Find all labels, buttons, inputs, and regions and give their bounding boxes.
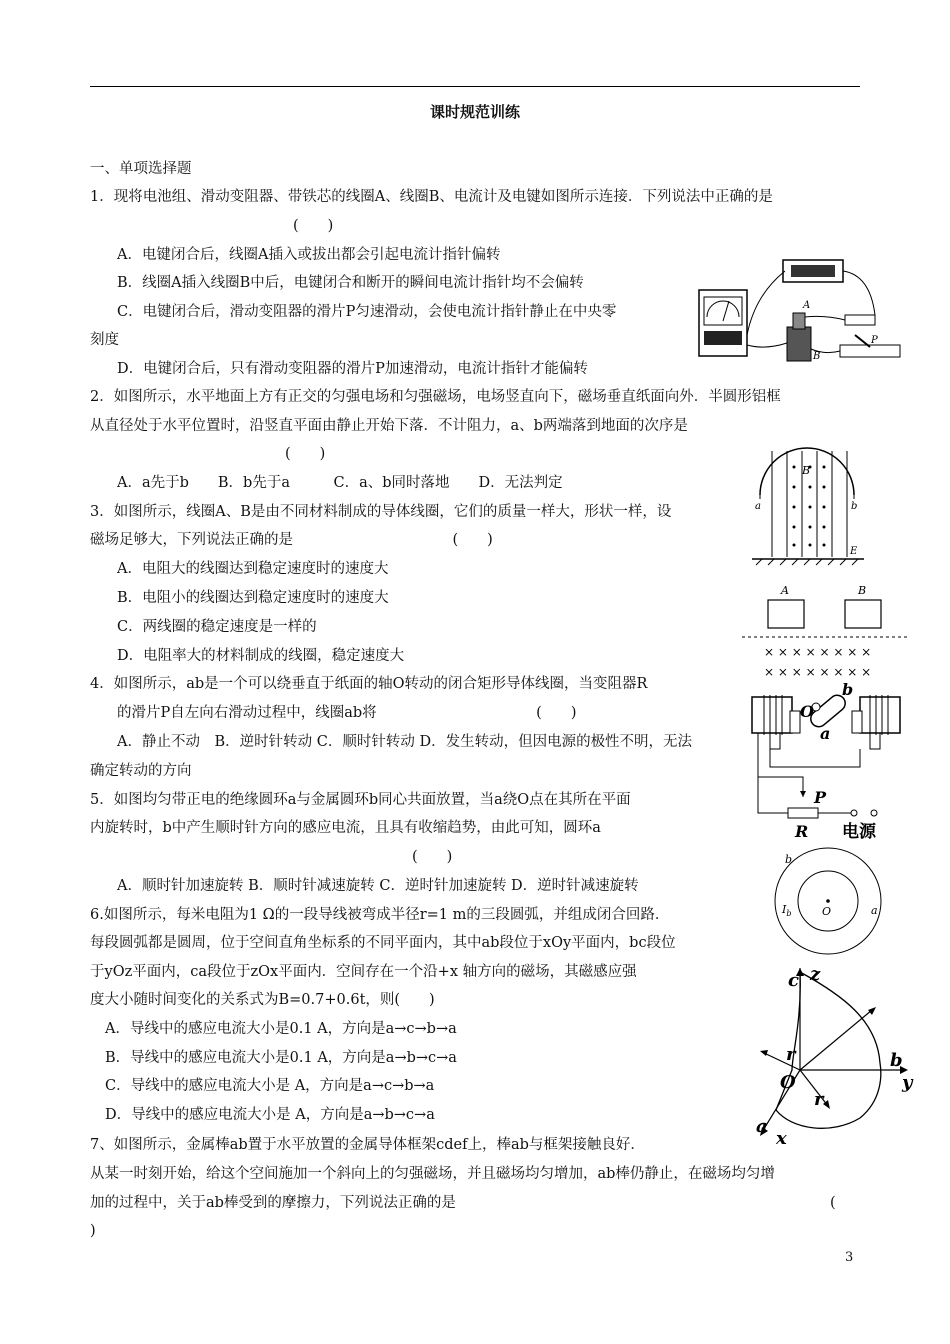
fig1-label-A: A bbox=[803, 300, 811, 311]
q5-rings-figure bbox=[772, 845, 884, 957]
q5-stem-line2: 内旋转时，b中产生顺时针方向的感应电流，且具有收缩趋势，由此可知，圆环a bbox=[90, 820, 601, 836]
fig6-label-a: a bbox=[756, 1116, 768, 1137]
fig4-label-O: O bbox=[800, 702, 814, 721]
q2-stem-line1: 2．如图所示，水平地面上方有正交的匀强电场和匀强磁场，电场竖直向下，磁场垂直纸面向外．半圆形铝框 bbox=[90, 389, 781, 405]
q1-answer-blank: ( ) bbox=[293, 218, 334, 234]
q1-option-d: D．电键闭合后，只有滑动变阻器的滑片P加速滑动，电流计指针才能偏转 bbox=[117, 361, 588, 377]
fig4-label-b: b bbox=[842, 680, 854, 699]
q7-stem-line2: 从某一时刻开始，给这个空间施加一个斜向上的匀强磁场，并且磁场均匀增加，ab棒仍静止，在磁场均匀增 bbox=[90, 1166, 775, 1182]
fig5-label-a: a bbox=[871, 904, 878, 917]
fig6-label-b: b bbox=[890, 1050, 903, 1071]
fig3-label-A: A bbox=[781, 584, 789, 597]
q6-option-d: D．导线中的感应电流大小是 A，方向是a→b→c→a bbox=[105, 1107, 435, 1123]
fig6-label-O: O bbox=[780, 1072, 796, 1093]
q6-option-c: C．导线中的感应电流大小是 A，方向是a→c→b→a bbox=[105, 1078, 435, 1094]
q6-option-a: A．导线中的感应电流大小是0.1 A，方向是a→c→b→a bbox=[105, 1021, 457, 1037]
q4-electromagnet-figure bbox=[750, 677, 905, 842]
q7-paren-close: ) bbox=[90, 1223, 96, 1239]
svg-text:× × × × × × × ×: × × × × × × × × bbox=[764, 645, 872, 659]
q7-stem-line1: 7、如图所示，金属棒ab置于水平放置的金属导体框架cdef上，棒ab与框架接触良好． bbox=[90, 1137, 645, 1153]
q7-stem-line3: 加的过程中，关于ab棒受到的摩擦力，下列说法正确的是 bbox=[90, 1195, 456, 1211]
q1-option-c-cont: 刻度 bbox=[90, 332, 119, 348]
section-heading: 一、单项选择题 bbox=[90, 161, 192, 177]
q1-option-a: A．电键闭合后，线圈A插入或拔出都会引起电流计指针偏转 bbox=[117, 247, 501, 263]
q6-stem-line2: 每段圆弧都是圆周，位于空间直角坐标系的不同平面内，其中ab段位于xOy平面内，bc段位 bbox=[90, 935, 676, 951]
fig4-label-a: a bbox=[820, 724, 831, 743]
q6-stem-line3: 于yOz平面内，ca段位于zOx平面内．空间存在一个沿+x 轴方向的磁场，其磁感应强 bbox=[90, 964, 637, 980]
q2-field-figure bbox=[752, 447, 867, 567]
fig4-label-R: R bbox=[795, 822, 809, 841]
fig3-label-B: B bbox=[858, 584, 867, 597]
fig6-label-y: y bbox=[902, 1072, 913, 1093]
fig4-label-source: 电源 bbox=[842, 822, 876, 842]
q1-stem-line1: 1．现将电池组、滑动变阻器、带铁芯的线圈A、线圈B、电流计及电键如图所示连接．下列说法中正确的是 bbox=[90, 189, 773, 205]
q2-answer-blank: ( ) bbox=[285, 446, 326, 462]
q1-option-b: B．线圈A插入线圈B中后，电键闭合和断开的瞬间电流计指针均不会偏转 bbox=[117, 275, 584, 291]
q4-options: A．静止不动 B．逆时针转动 C．顺时针转动 D．发生转动，但因电源的极性不明，无法 bbox=[117, 734, 693, 750]
fig1-label-P: P bbox=[871, 335, 878, 346]
q3-option-a: A．电阻大的线圈达到稳定速度时的速度大 bbox=[117, 561, 389, 577]
q5-answer-blank: ( ) bbox=[412, 849, 453, 865]
q3-option-c: C．两线圈的稳定速度是一样的 bbox=[117, 619, 317, 635]
q4-options-cont: 确定转动的方向 bbox=[90, 763, 192, 779]
fig2-label-E: E bbox=[850, 546, 858, 557]
q6-stem-line1: 6.如图所示，每米电阻为1 Ω的一段导线被弯成半径r=1 m的三段圆弧，并组成闭合回路． bbox=[90, 907, 670, 923]
q1-circuit-figure bbox=[695, 255, 905, 375]
q2-options: A．a先于b B．b先于a C．a、b同时落地 D．无法判定 bbox=[117, 475, 563, 491]
fig6-label-r2: r bbox=[814, 1089, 824, 1110]
q5-stem-line1: 5．如图均匀带正电的绝缘圆环a与金属圆环b同心共面放置，当a绕O点在其所在平面 bbox=[90, 792, 631, 808]
fig4-label-P: P bbox=[814, 788, 827, 807]
page-number: 3 bbox=[845, 1250, 854, 1265]
q6-option-b: B．导线中的感应电流大小是0.1 A，方向是a→b→c→a bbox=[105, 1050, 457, 1066]
top-rule bbox=[90, 86, 860, 87]
q5-options: A．顺时针加速旋转 B．顺时针减速旋转 C．逆时针加速旋转 D．逆时针减速旋转 bbox=[117, 878, 639, 894]
fig6-label-r1: r bbox=[786, 1044, 796, 1065]
q3-stem-line1: 3．如图所示，线圈A、B是由不同材料制成的导体线圈，它们的质量一样大，形状一样，设 bbox=[90, 504, 672, 520]
q7-paren-open: ( bbox=[830, 1195, 836, 1211]
q4-stem-line2: 的滑片P自左向右滑动过程中，线圈ab将 ( ) bbox=[117, 705, 577, 721]
fig1-label-B: B bbox=[813, 351, 821, 362]
fig6-label-z: z bbox=[810, 964, 821, 985]
q4-stem-line1: 4．如图所示，ab是一个可以绕垂直于纸面的轴O转动的闭合矩形导体线圈，当变阻器R bbox=[90, 676, 648, 692]
q3-stem-line2: 磁场足够大，下列说法正确的是 ( ) bbox=[90, 532, 493, 548]
q1-option-c: C．电键闭合后，滑动变阻器的滑片P匀速滑动，会使电流计指针静止在中央零 bbox=[117, 304, 617, 320]
svg-text:× × × × × × × ×: × × × × × × × × bbox=[764, 665, 872, 679]
fig2-label-b: b bbox=[851, 501, 858, 512]
fig2-label-B: B bbox=[802, 464, 811, 477]
fig6-label-x: x bbox=[776, 1128, 787, 1149]
q6-arcs-figure bbox=[752, 960, 922, 1150]
fig5-label-O: O bbox=[822, 905, 832, 918]
q6-stem-line4: 度大小随时间变化的关系式为B=0.7+0.6t，则( ) bbox=[90, 992, 435, 1008]
page-title: 课时规范训练 bbox=[429, 103, 520, 121]
q3-coils-figure bbox=[742, 580, 907, 685]
fig2-label-a: a bbox=[755, 501, 761, 512]
q3-option-d: D．电阻率大的材料制成的线圈，稳定速度大 bbox=[117, 648, 405, 664]
fig5-label-Ib: $I_b$ bbox=[782, 903, 792, 918]
q3-option-b: B．电阻小的线圈达到稳定速度时的速度大 bbox=[117, 590, 389, 606]
fig5-label-b: b bbox=[785, 853, 793, 866]
fig6-label-c: c bbox=[788, 970, 799, 991]
q2-stem-line2: 从直径处于水平位置时，沿竖直平面由静止开始下落．不计阻力，a、b两端落到地面的次序是 bbox=[90, 418, 688, 434]
